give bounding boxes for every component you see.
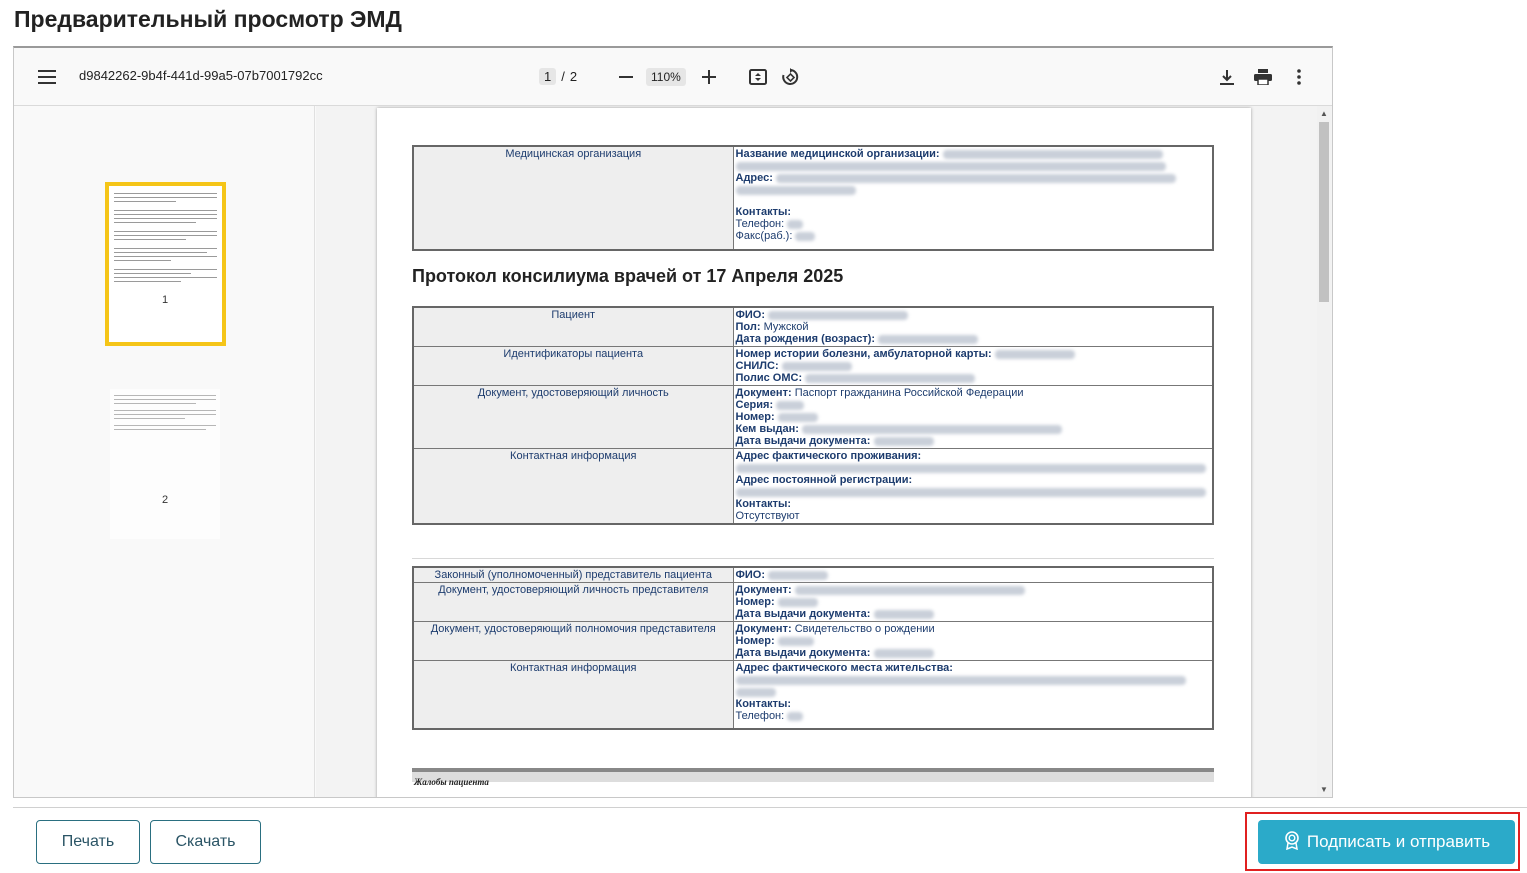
zoom-out-icon[interactable] xyxy=(611,62,641,92)
print-button[interactable]: Печать xyxy=(36,820,140,864)
rep-contact-label: Контактная информация xyxy=(413,661,733,729)
iddoc-issued-key: Кем выдан: xyxy=(735,423,799,435)
rep-actual-key: Адрес фактического места жительства: xyxy=(735,662,953,674)
document-page xyxy=(377,108,1251,797)
contact-label: Контактная информация xyxy=(413,449,733,525)
patient-sex-key: Пол: xyxy=(735,321,761,333)
rep-fio-key: ФИО: xyxy=(735,569,766,581)
sign-and-send-label: Подписать и отправить xyxy=(1306,832,1491,851)
more-icon[interactable] xyxy=(1284,62,1314,92)
org-name-key: Название медицинской организации: xyxy=(735,148,940,160)
page-indicator xyxy=(539,68,577,85)
document-heading: Протокол консилиума врачей от 17 Апреля 2025 xyxy=(412,266,844,286)
scrollbar-thumb[interactable] xyxy=(1319,122,1329,302)
rep-auth-date-key: Дата выдачи документа: xyxy=(735,647,871,659)
pdf-viewer xyxy=(13,46,1333,798)
rep-phone-key: Телефон: xyxy=(735,710,785,722)
current-page-input[interactable]: 1 xyxy=(539,68,556,85)
download-button[interactable]: Скачать xyxy=(150,820,261,864)
oms-key: Полис ОМС: xyxy=(735,372,803,384)
footer-divider xyxy=(13,807,1527,808)
patient-fio-key: ФИО: xyxy=(735,309,766,321)
file-name: d9842262-9b4f-441d-99a5-07b7001792cc xyxy=(79,68,323,83)
total-pages: 2 xyxy=(569,69,578,84)
page-title: Предварительный просмотр ЭМД xyxy=(14,6,402,32)
iddoc-date-key: Дата выдачи документа: xyxy=(735,435,871,447)
patient-label: Пациент xyxy=(413,307,733,347)
document-scrollbar[interactable] xyxy=(1317,106,1331,797)
thumbnail-page-2[interactable] xyxy=(110,389,220,539)
menu-icon[interactable] xyxy=(32,62,62,92)
document-area xyxy=(316,106,1332,797)
org-label: Медицинская организация xyxy=(413,146,733,250)
sign-and-send-button[interactable] xyxy=(1258,820,1515,864)
rep-auth-label: Документ, удостоверяющий полномочия представителя xyxy=(413,622,733,661)
actual-address-key: Адрес фактического проживания: xyxy=(735,450,922,462)
rep-auth-doc-key: Документ: xyxy=(735,623,792,635)
iddoc-doc-key: Документ: xyxy=(735,387,792,399)
org-contacts-key: Контакты: xyxy=(735,206,792,218)
complaints-section xyxy=(412,768,1214,787)
rep-date-key: Дата выдачи документа: xyxy=(735,608,871,620)
org-address-key: Адрес: xyxy=(735,172,773,184)
iddoc-number-key: Номер: xyxy=(735,411,775,423)
page-separator: / xyxy=(561,69,565,84)
ids-label: Идентификаторы пациента xyxy=(413,347,733,386)
scroll-down-icon[interactable]: ▼ xyxy=(1320,785,1328,794)
rep-doc-key: Документ: xyxy=(735,584,792,596)
page-divider xyxy=(412,558,1214,559)
rotate-icon[interactable] xyxy=(775,62,805,92)
patient-table xyxy=(412,306,1214,525)
contacts-key: Контакты: xyxy=(735,498,792,510)
iddoc-label: Документ, удостоверяющий личность xyxy=(413,386,733,449)
rep-contacts-key: Контакты: xyxy=(735,698,792,710)
scroll-up-icon[interactable]: ▲ xyxy=(1320,109,1328,118)
certificate-icon xyxy=(1283,830,1301,855)
org-phone-key: Телефон: xyxy=(735,218,785,230)
iddoc-series-key: Серия: xyxy=(735,399,774,411)
thumbnail-page-1[interactable] xyxy=(105,182,226,346)
zoom-level[interactable]: 110% xyxy=(646,68,686,86)
rep-doc-label: Документ, удостоверяющий личность представителя xyxy=(413,583,733,622)
iddoc-doc-value: Паспорт гражданина Российской Федерации xyxy=(794,387,1024,399)
complaints-heading: Жалобы пациента xyxy=(414,777,489,787)
fit-page-icon[interactable] xyxy=(743,62,773,92)
org-table xyxy=(412,145,1214,251)
zoom-in-icon[interactable] xyxy=(694,62,724,92)
rep-number-key: Номер: xyxy=(735,596,775,608)
thumbnail-label-1: 1 xyxy=(162,294,169,306)
print-icon[interactable] xyxy=(1248,62,1278,92)
rep-auth-doc-value: Свидетельство о рождении xyxy=(794,623,935,635)
contacts-value: Отсутствуют xyxy=(735,510,800,522)
patient-dob-key: Дата рождения (возраст): xyxy=(735,333,876,345)
patient-sex-value: Мужской xyxy=(763,321,809,333)
org-details xyxy=(733,146,1213,250)
org-fax-key: Факс(раб.): xyxy=(735,230,793,242)
snils-key: СНИЛС: xyxy=(735,360,779,372)
thumbnail-label-2: 2 xyxy=(162,494,169,506)
thumbnail-panel xyxy=(14,106,315,797)
reg-address-key: Адрес постоянной регистрации: xyxy=(735,474,913,486)
rep-auth-number-key: Номер: xyxy=(735,635,775,647)
viewer-toolbar xyxy=(14,48,1332,106)
history-key: Номер истории болезни, амбулаторной карты: xyxy=(735,348,992,360)
download-icon[interactable] xyxy=(1212,62,1242,92)
rep-label: Законный (уполномоченный) представитель пациента xyxy=(413,567,733,583)
representative-table xyxy=(412,566,1214,730)
